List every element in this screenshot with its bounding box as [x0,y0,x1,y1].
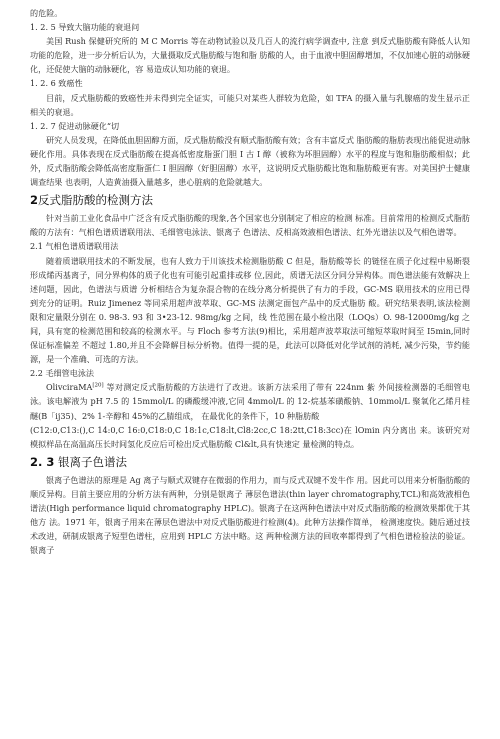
paragraph-1-2-6: 目前，反式脂肪酸的致癌性并未得到完全证实，可能只对某些人群较为危险，如 TFA 的摄入量与乳腺癌的发生显示正相关的衰退。 [30,92,470,117]
paragraph-2-3: 银离子色谱法的原理是 Ag 离子与顺式双键存在微弱的作用力，而与反式双键不发牛作 用。因此可以用来分析脂肪酸的顺反异构。目前主要应用的分析方法有两种，分别是银离子 薄层色谱法(thin layer chromatography,TCL)和高效液相色谱法(High performance liquid chromatography HPLC)。银离子在这两种色谱法中对反式脂肪酸的检测效果都优于其他方 法。1971 年，银离子用来在薄层色谱法中对反式脂肪酸进行检测(4)。此种方法操作简单， 检测速度快。随后通过技术改进，研制成银离子短型色谱柱，应用到 HPLC 方法中略。这 两种检测方法的回收率都得到了气相色谱检验法的验证。银离子 [30,474,470,556]
paragraph-1-2-7: 研究人员发现，在降低血胆固醇方面，反式脂肪酸没有顺式脂肪酸有效；含有丰富反式 脂肪酸的脂肪表现出能促进动脉硬化作用。具体表现在反式脂肪酸在提高低密度脂蛋门胆 I 古 I 醇（被称为坏胆固醇）水平的程度与饱和脂肪酸相似；此外，反式脂肪酸会降低高密度脂蛋仁 I 胆固醇（好胆固醇）水平，这说明反式脂肪酸比饱和脂肪酸更有害。对美国护士健康调查结果 也表明，人造黄油摄入量越多，患心脏病的危险就越大。 [30,134,470,188]
section-number: 2. 3 [30,454,55,469]
subheading-1-2-7: 1. 2. 7 促进动脉硬化“切 [30,120,120,131]
subheading-2-1: 2.1 气相色谱质谱联用法 [30,241,119,252]
paragraph-2-1: 随着质谱联用技术的不断发展，也有人致力于川该技术检测脂肪酸 C 但是，脂肪酸等长 的链怪在质子化过程中易断裂形成烯丙基离子，同分界构体的质子化也有可能引起重排或移 位,因此，质谱无法区分同分异构体。而色谱法能有效解决上述问题，因此，色谱法与质谱 分析相结合为复杂混合物的在线分离分析提供了有力的手段，GC-MS 联用技术的应用已得 到充分的证明。Ruiz Jimenez 等同采用超声波萃取、GC-MS 法测定面包产品中的反式脂肪 酸。研究结果表明,该法检测限和定量限分别在 0. 98-3. 93 和 3•23-12. 98mg/kg 之间，线 性范围在最小检出限（LOQs）O. 98-12000mg/kg 之间，具有宽的检测范围和较高的检测水平。与 Floch 参考方法(9)相比，采用超声波萃取法可缩短萃取时间至 I5min,同时保证标准偏差 不超过 1.80,并且不会降解目标分析物。值得一提的是，此法可以降低对化学试剂的消耗, 减少污染，节约能源，是一个准确、可选的方法。 [30,255,470,365]
section-heading-2-3 [30,455,470,470]
citation-ref: [20] [92,382,104,389]
subheading-1-2-5: 1. 2. 5 导致大脑功能的衰退问 [30,22,140,33]
section-title: 银离子色谱法 [54,454,128,469]
paragraph-2-2 [30,380,470,422]
subheading-2-2: 2.2 毛细管电泳法 [30,368,95,379]
paragraph-1-2-5: 美国 Rush 保健研究所的 M C Morris 等在动物试验以及几百人的流行病学调查中, 注意 到反式脂肪酸有降低人认知功能的危险，进一步分析后认为，大量摄取反式脂肪酸与饱和脂 肪酸的人，由于血液中胆固醇增加，不仅加速心脏的动脉硬化，还促使大脑的动脉硬化，容 易造成认知功能的衰退。 [30,36,470,75]
paragraph-2-2-continued: (C12:0,C13:(),C 14:0,C 16:0,C18:0,C 18:1c,C18:lt,Cl8:2cc,C 18:2tt,C18:3cc)在 lOmin 内分离出 来。该研究对模拟样品在高温高压长时间氢化反应后可检出反式脂肪酸 Cl&lt,具有快速定 量检测的特点。 [30,424,470,449]
section-heading-2 [30,193,470,208]
paragraph-2-intro: 针对当前工业化食品中广泛含有反式脂肪酸的现象,各个国家也分别制定了相应的检测 标准。目前常用的检测反式脂肪酸的方法有：气相色谱质谱联用法、毛细管电泳法、银离子 色谱法、反相高效液相色谱法、红外光谱法以及气相色谱等。 [30,213,470,238]
author-name: OlivciraMA [46,382,93,393]
paragraph-continuation: 的危险。 [30,8,63,18]
section-title: 反式脂肪酸的检测方法 [38,193,154,208]
section-number: 2 [30,193,39,208]
subheading-1-2-6: 1. 2. 6 致癌性 [30,78,83,89]
paragraph-2-2-text: 等对测定反式脂肪酸的方法进行了改进。该新方法采用了带有 224nm 紫 外间接检测器的毛细管电泳。该电解液为 pH 7.5 的 15mmol/L 的磷酸缓冲液,它同 4mmol/L 的 12-烷基苯磺酸钠、10mmol/L 聚氧化乙烯月桂醚(B「ij35)、2% 1-辛醇和 45%的乙腈组成， 在最优化的条件下，10 种脂肪酸 [30,382,470,421]
